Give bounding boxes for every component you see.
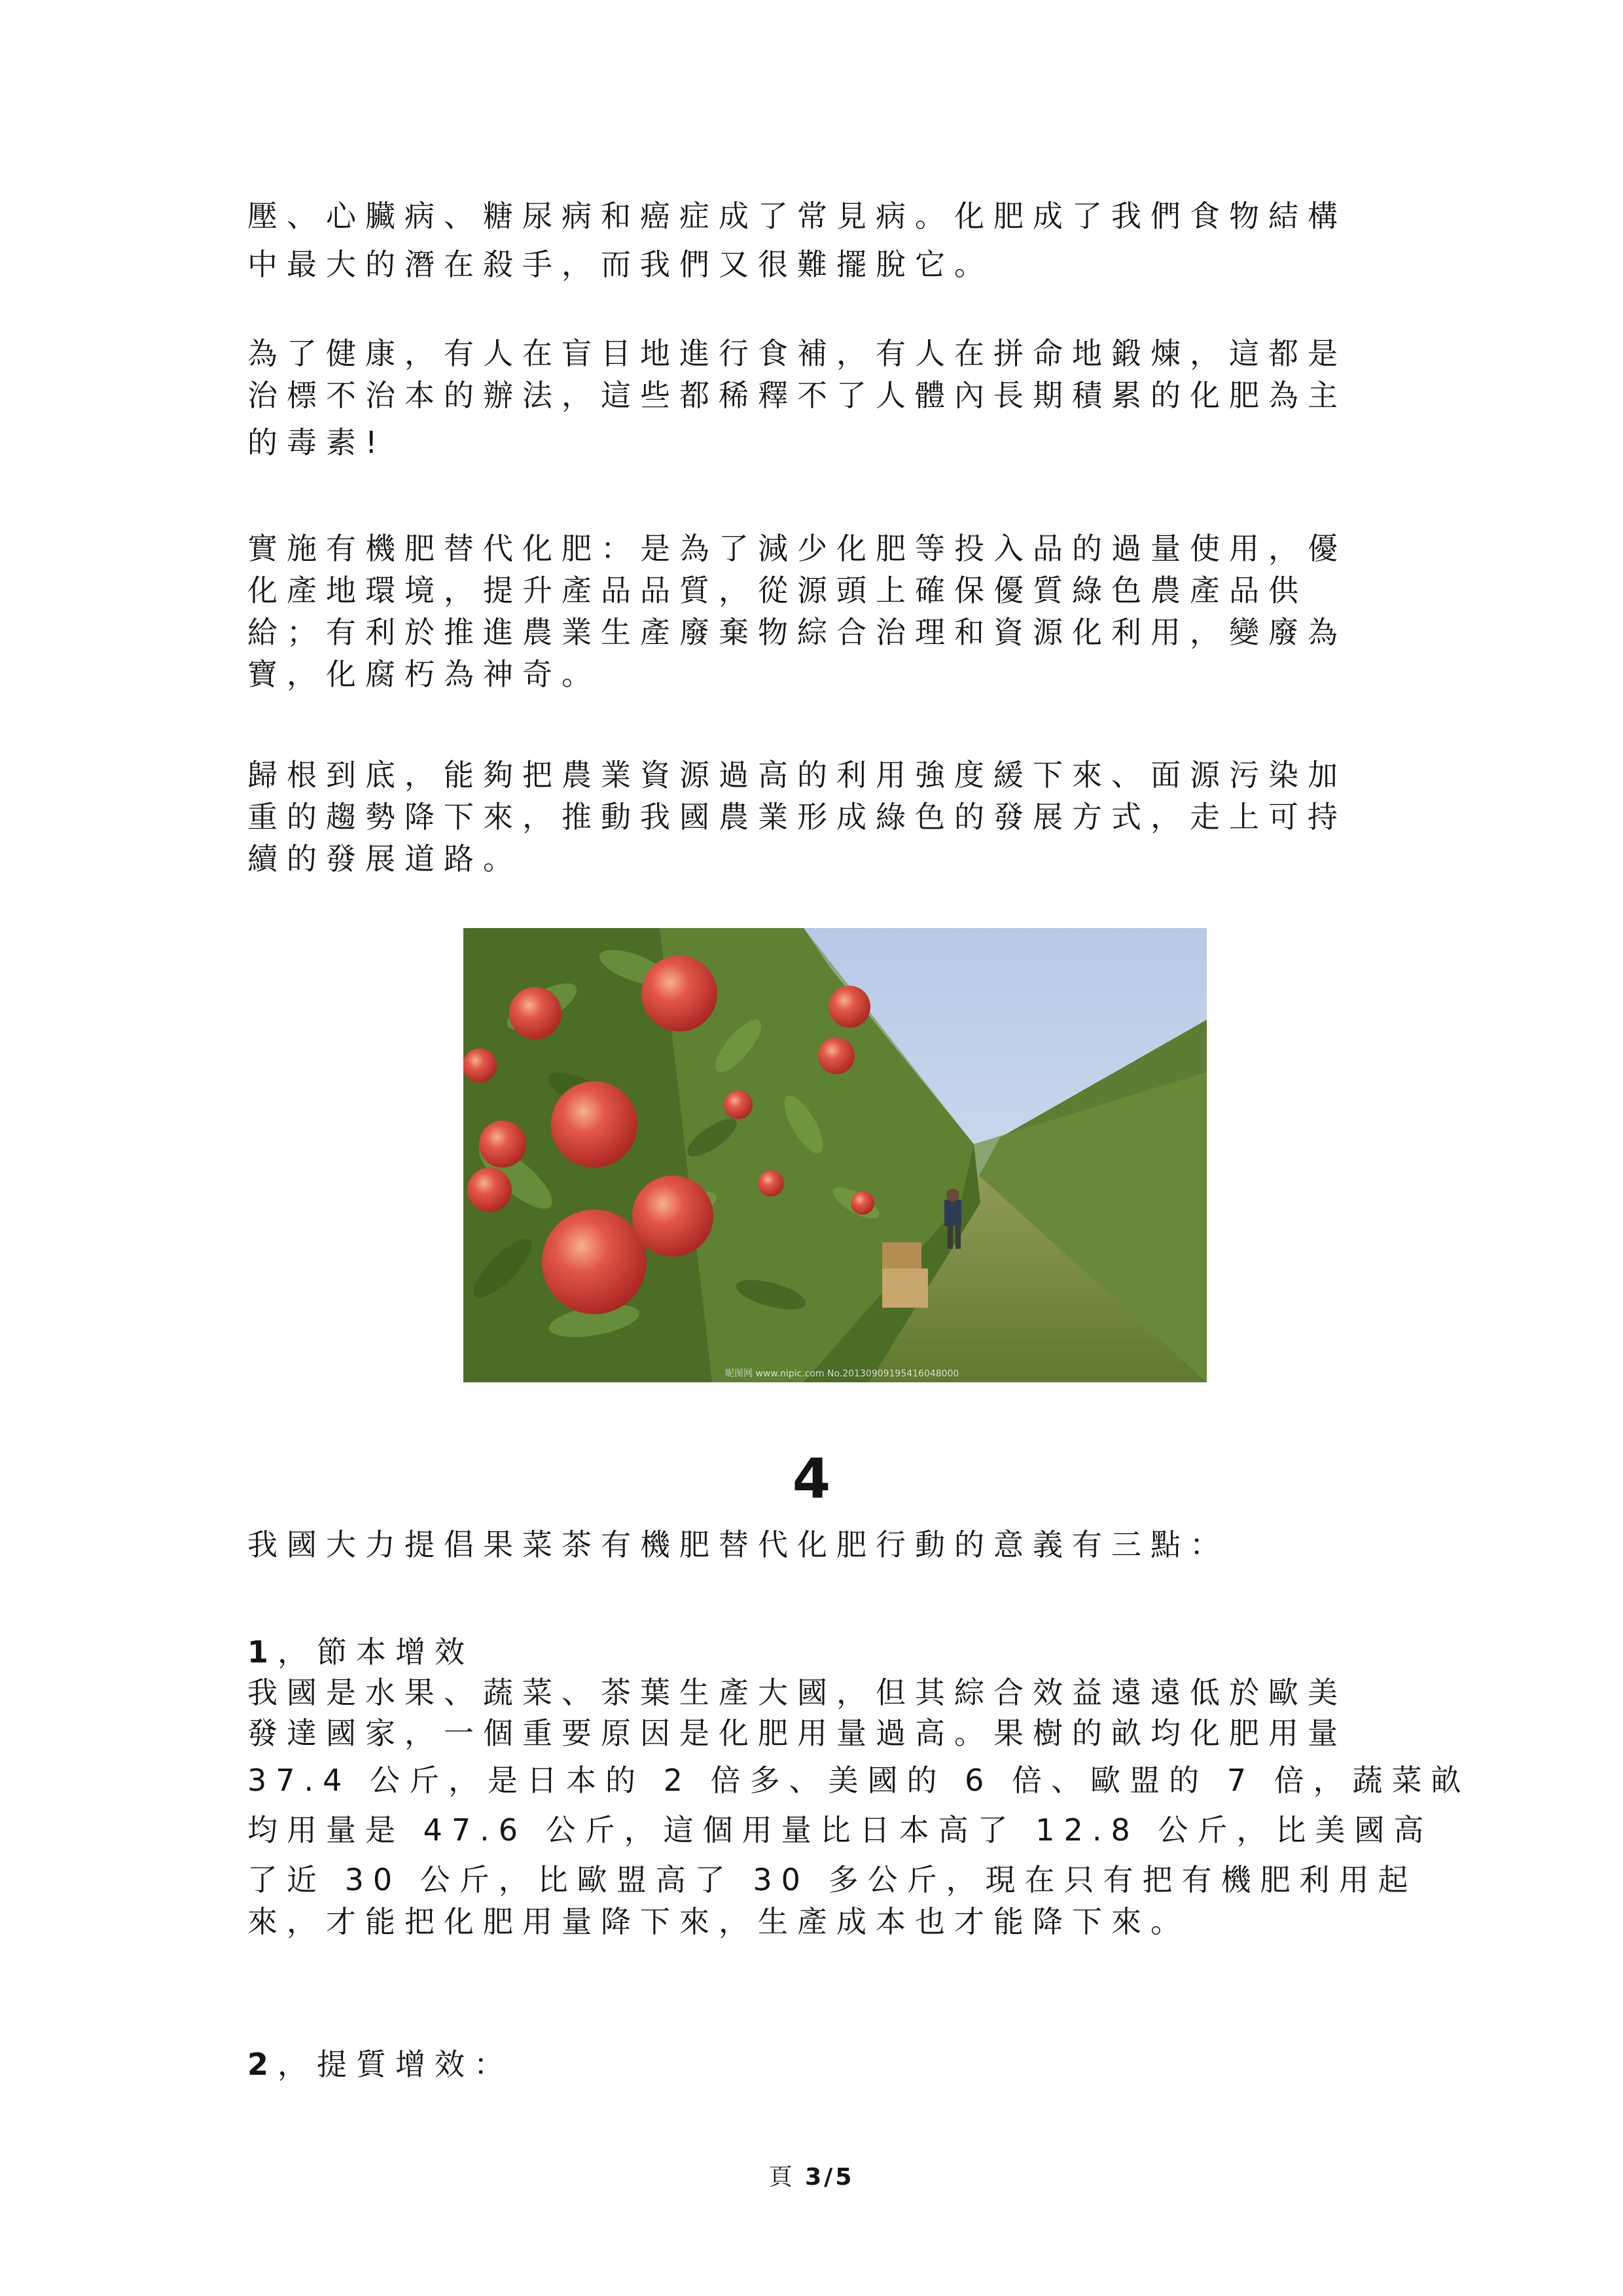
paragraph-3 [247, 526, 1380, 696]
paragraph-4 [247, 753, 1380, 881]
page-separator: / [824, 2164, 836, 2191]
text-line: 37.4 公斤，是日本的 2 倍多、美國的 6 倍、歐盟的 7 倍，蔬菜畝 [247, 1763, 1471, 1798]
text-line: 壓、心臟病、糖尿病和癌症成了常見病。化肥成了我們食物結構 [247, 198, 1347, 234]
text-line: 續的發展道路。 [247, 841, 522, 876]
text-line: 的毒素! [247, 425, 387, 460]
point-2-number: 2 [247, 2047, 278, 2082]
text-line: 實施有機肥替代化肥：是為了減少化肥等投入品的過量使用，優 [247, 531, 1347, 566]
text-line: 為了健康，有人在盲目地進行食補，有人在拼命地鍛煉，這都是 [247, 336, 1347, 371]
point-1 [247, 1630, 1471, 1944]
photo-watermark: 昵图网 www.nipic.com No.20130909195416048000 [725, 1369, 959, 1379]
text-line: 歸根到底，能夠把農業資源過高的利用強度緩下來、面源污染加 [247, 757, 1347, 793]
point-2-heading [247, 2042, 1380, 2087]
page-current: 3 [805, 2164, 825, 2191]
page-total: 5 [835, 2164, 855, 2191]
point-1-title: ，節本增效 [277, 1634, 474, 1670]
text-line: 給；有利於推進農業生產廢棄物綜合治理和資源化利用，變廢為 [247, 615, 1347, 650]
text-line: 重的趨勢降下來，推動我國農業形成綠色的發展方式，走上可持 [247, 799, 1347, 834]
point-1-number: 1 [247, 1634, 278, 1670]
text-line: 中最大的潛在殺手，而我們又很難擺脫它。 [247, 247, 993, 282]
text-line: 來，才能把化肥用量降下來，生產成本也才能降下來。 [247, 1904, 1190, 1939]
page-label: 頁 [768, 2164, 795, 2191]
section-intro [247, 1522, 1380, 1567]
text-line: 均用量是 47.6 公斤，這個用量比日本高了 12.8 公斤，比美國高 [247, 1812, 1433, 1848]
paragraph-2 [247, 331, 1380, 465]
page-footer [0, 2159, 1623, 2192]
apple-orchard-photo [463, 928, 1207, 1382]
text-line: 我國大力提倡果菜茶有機肥替代化肥行動的意義有三點： [247, 1527, 1229, 1562]
text-line: 治標不治本的辦法，這些都稀釋不了人體內長期積累的化肥為主 [247, 378, 1347, 413]
text-line: 寶，化腐朽為神奇。 [247, 656, 601, 692]
section-number: 4 [792, 1446, 831, 1511]
point-1-heading [247, 1630, 1380, 1674]
text-line: 了近 30 公斤，比歐盟高了 30 多公斤，現在只有把有機肥利用起 [247, 1862, 1418, 1897]
point-2 [247, 2042, 1380, 2087]
text-line: 發達國家，一個重要原因是化肥用量過高。果樹的畝均化肥用量 [247, 1715, 1347, 1751]
paragraph-1 [247, 194, 1380, 287]
text-line: 化產地環境，提升產品品質，從源頭上確保優質綠色農產品供 [247, 573, 1308, 608]
text-line: 我國是水果、蔬菜、茶葉生產大國，但其綜合效益遠遠低於歐美 [247, 1675, 1347, 1710]
point-2-title: ，提質增效： [277, 2047, 514, 2082]
